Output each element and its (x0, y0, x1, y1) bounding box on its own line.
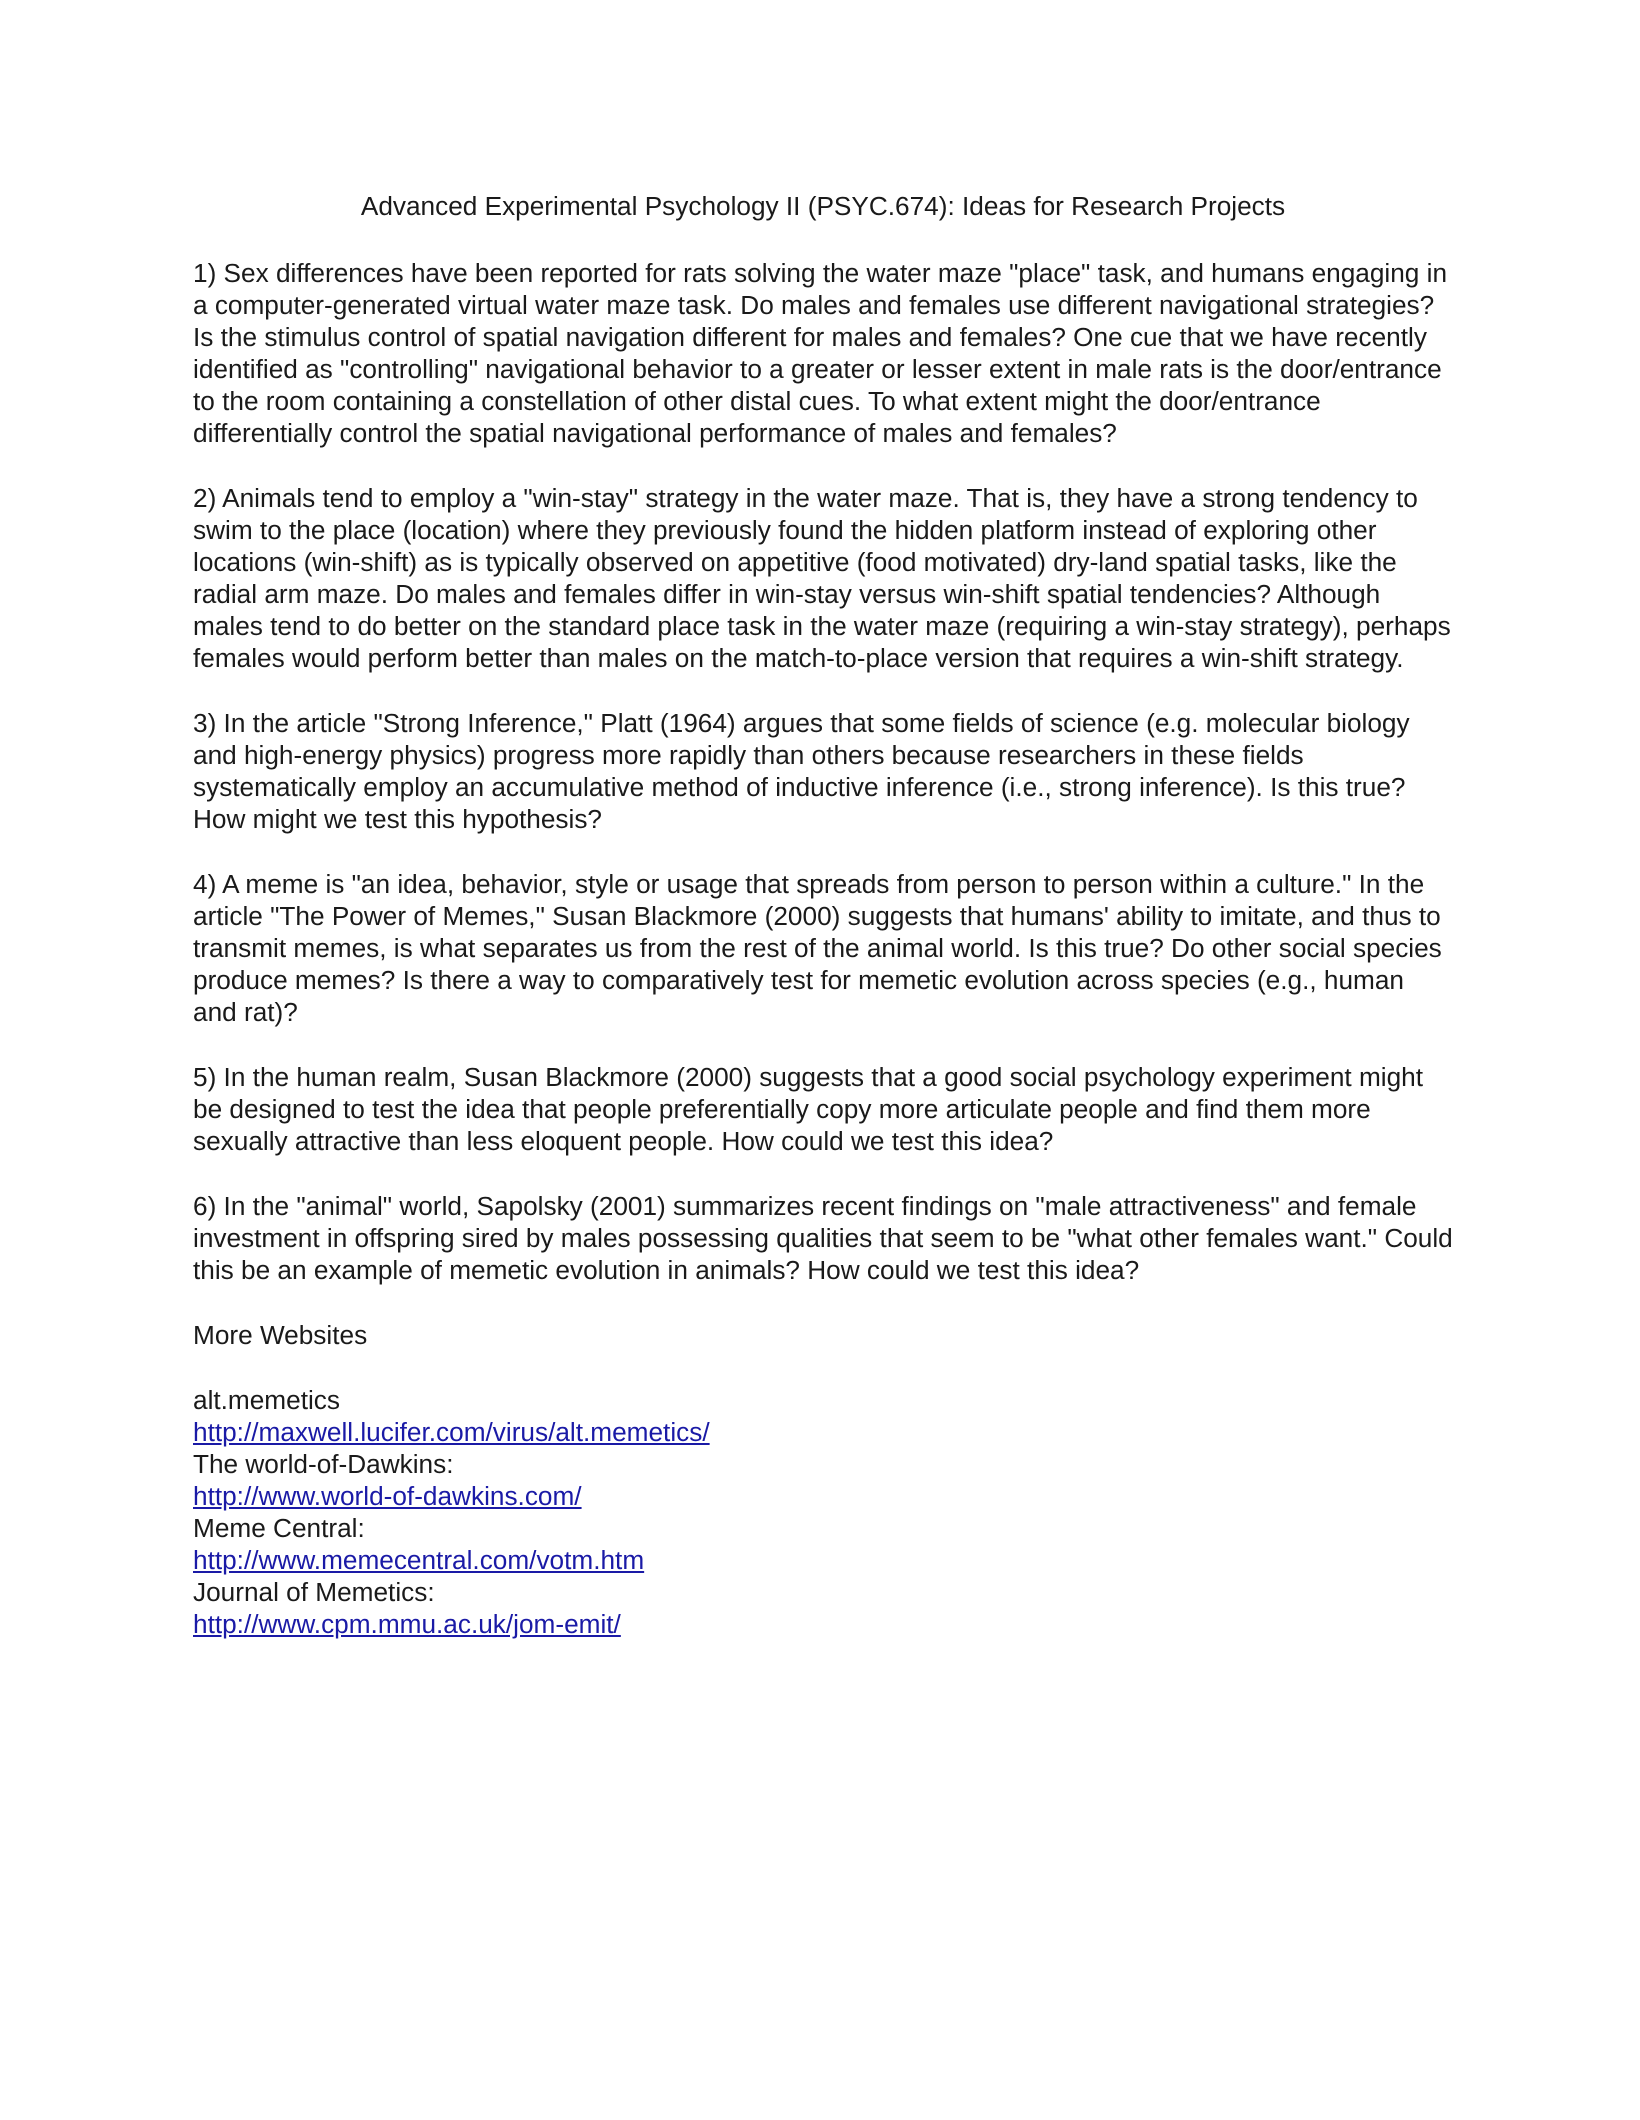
website-link-meme-central[interactable]: http://www.memecentral.com/votm.htm (193, 1545, 645, 1575)
website-label-journal-of-memetics: Journal of Memetics: (193, 1577, 435, 1607)
website-label-world-of-dawkins: The world-of-Dawkins: (193, 1449, 454, 1479)
website-label-meme-central: Meme Central: (193, 1513, 365, 1543)
paragraph-1: 1) Sex differences have been reported for rats solving the water maze "place" task, and humans engaging in a computer-generated virtual water maze task. Do males and females use different navigational strategies? Is the stimulus control of spatial navigation different for males and females? One cue that we have recently identified as "controlling" navigational behavior to a greater or lesser extent in male rats is the door/entrance to the room containing a constellation of other distal cues. To what extent might the door/entrance differentially control the spatial navigational performance of males and females? (193, 258, 1448, 448)
document-page (193, 190, 1453, 1640)
website-link-world-of-dawkins[interactable]: http://www.world-of-dawkins.com/ (193, 1481, 582, 1511)
paragraph-4: 4) A meme is "an idea, behavior, style or usage that spreads from person to person within a culture." In the article "The Power of Memes," Susan Blackmore (2000) suggests that humans' ability to imitate, and thus to transmit memes, is what separates us from the rest of the animal world. Is this true? Do other social species produce memes? Is there a way to comparatively test for memetic evolution across species (e.g., human and rat)? (193, 869, 1442, 1027)
websites-heading: More Websites (193, 1320, 368, 1350)
website-link-alt-memetics[interactable]: http://maxwell.lucifer.com/virus/alt.memetics/ (193, 1417, 710, 1447)
paragraph-5: 5) In the human realm, Susan Blackmore (2000) suggests that a good social psychology experiment might be designed to test the idea that people preferentially copy more articulate people and find them more sexually attractive than less eloquent people. How could we test this idea? (193, 1062, 1424, 1156)
paragraph-2: 2) Animals tend to employ a "win-stay" strategy in the water maze. That is, they have a strong tendency to swim to the place (location) where they previously found the hidden platform instead of exploring other locations (win-shift) as is typically observed on appetitive (food motivated) dry-land spatial tasks, like the radial arm maze. Do males and females differ in win-stay versus win-shift spatial tendencies? Although males tend to do better on the standard place task in the water maze (requiring a win-stay strategy), perhaps females would perform better than males on the match-to-place version that requires a win-shift strategy. (193, 483, 1451, 673)
paragraph-3: 3) In the article "Strong Inference," Platt (1964) argues that some fields of science (e.g. molecular biology and high-energy physics) progress more rapidly than others because researchers in these fields systematically employ an accumulative method of inductive inference (i.e., strong inference). Is this true? How might we test this hypothesis? (193, 708, 1410, 834)
website-link-journal-of-memetics[interactable]: http://www.cpm.mmu.ac.uk/jom-emit/ (193, 1609, 621, 1639)
website-label-alt-memetics: alt.memetics (193, 1385, 340, 1415)
websites-list (193, 1384, 1453, 1640)
document-title: Advanced Experimental Psychology II (PSYC.674): Ideas for Research Projects (360, 191, 1286, 221)
paragraph-6: 6) In the "animal" world, Sapolsky (2001) summarizes recent findings on "male attractiveness" and female investment in offspring sired by males possessing qualities that seem to be "what other females want." Could this be an example of memetic evolution in animals? How could we test this idea? (193, 1191, 1453, 1285)
